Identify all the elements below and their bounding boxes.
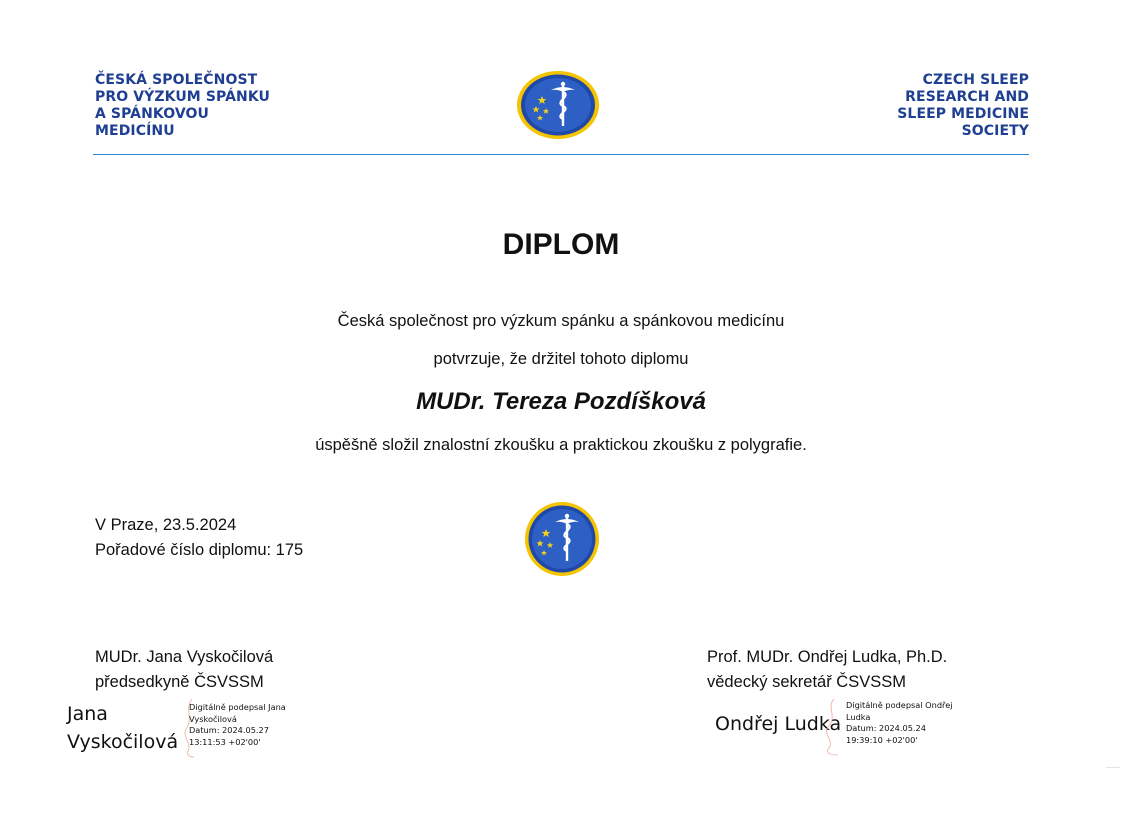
org-en-line: RESEARCH AND — [905, 89, 1029, 105]
society-logo-icon — [516, 70, 600, 140]
digital-signature-line: Digitálně podepsal Ondřej — [846, 700, 953, 710]
digital-signature-line: Vyskočilová — [189, 713, 237, 724]
digital-signature-line: Datum: 2024.05.27 — [189, 725, 269, 735]
signatory-name: Prof. MUDr. Ondřej Ludka, Ph.D. — [707, 648, 948, 666]
org-cz-line: A SPÁNKOVOU — [95, 106, 210, 122]
diploma-title: DIPLOM — [502, 228, 620, 261]
org-cz-line: MEDICÍNU — [95, 123, 175, 139]
society-seal-icon — [524, 501, 600, 577]
org-en-line: SLEEP MEDICINE — [897, 106, 1029, 122]
digital-signature-line: Datum: 2024.05.24 — [846, 723, 926, 733]
signatory-left — [95, 645, 273, 695]
digital-signature-left — [189, 702, 314, 748]
diploma-serial: Pořadové číslo diplomu: 175 — [95, 541, 304, 559]
confirmation-text: potvrzuje, že držitel tohoto diplomu — [433, 350, 689, 368]
signatory-role: předsedkyně ČSVSSM — [95, 673, 264, 691]
digital-signature-line: 19:39:10 +02'00' — [846, 734, 918, 745]
signature-scribble-icon — [818, 697, 842, 757]
digital-signature-line: Ludka — [846, 711, 871, 722]
digital-signature-line: Digitálně podepsal Jana — [189, 702, 286, 712]
signature-line: Ondřej Ludka — [715, 713, 842, 735]
org-name-english — [799, 72, 1029, 140]
org-en-line: CZECH SLEEP — [922, 72, 1029, 88]
handwritten-signature-left — [67, 700, 178, 756]
header-divider — [93, 154, 1029, 155]
org-en-line: SOCIETY — [961, 123, 1029, 139]
signatory-name: MUDr. Jana Vyskočilová — [95, 648, 274, 666]
certifying-organization: Česká společnost pro výzkum spánku a spánkovou medicínu — [337, 312, 785, 330]
page-edge-mark — [1106, 767, 1120, 768]
diploma-details — [95, 513, 303, 563]
signatory-right — [707, 645, 947, 695]
holder-name: MUDr. Tereza Pozdíšková — [416, 388, 706, 415]
achievement-text: úspěšně složil znalostní zkoušku a praktickou zkoušku z polygrafie. — [315, 436, 807, 454]
digital-signature-right — [846, 700, 971, 746]
signatory-role: vědecký sekretář ČSVSSM — [707, 673, 906, 691]
signature-line: Vyskočilová — [67, 731, 179, 753]
org-cz-line: ČESKÁ SPOLEČNOST — [95, 72, 258, 88]
place-date: V Praze, 23.5.2024 — [95, 516, 237, 534]
signature-line: Jana — [67, 703, 108, 725]
org-name-czech — [95, 72, 325, 140]
org-cz-line: PRO VÝZKUM SPÁNKU — [95, 89, 270, 105]
digital-signature-line: 13:11:53 +02'00' — [189, 736, 261, 747]
